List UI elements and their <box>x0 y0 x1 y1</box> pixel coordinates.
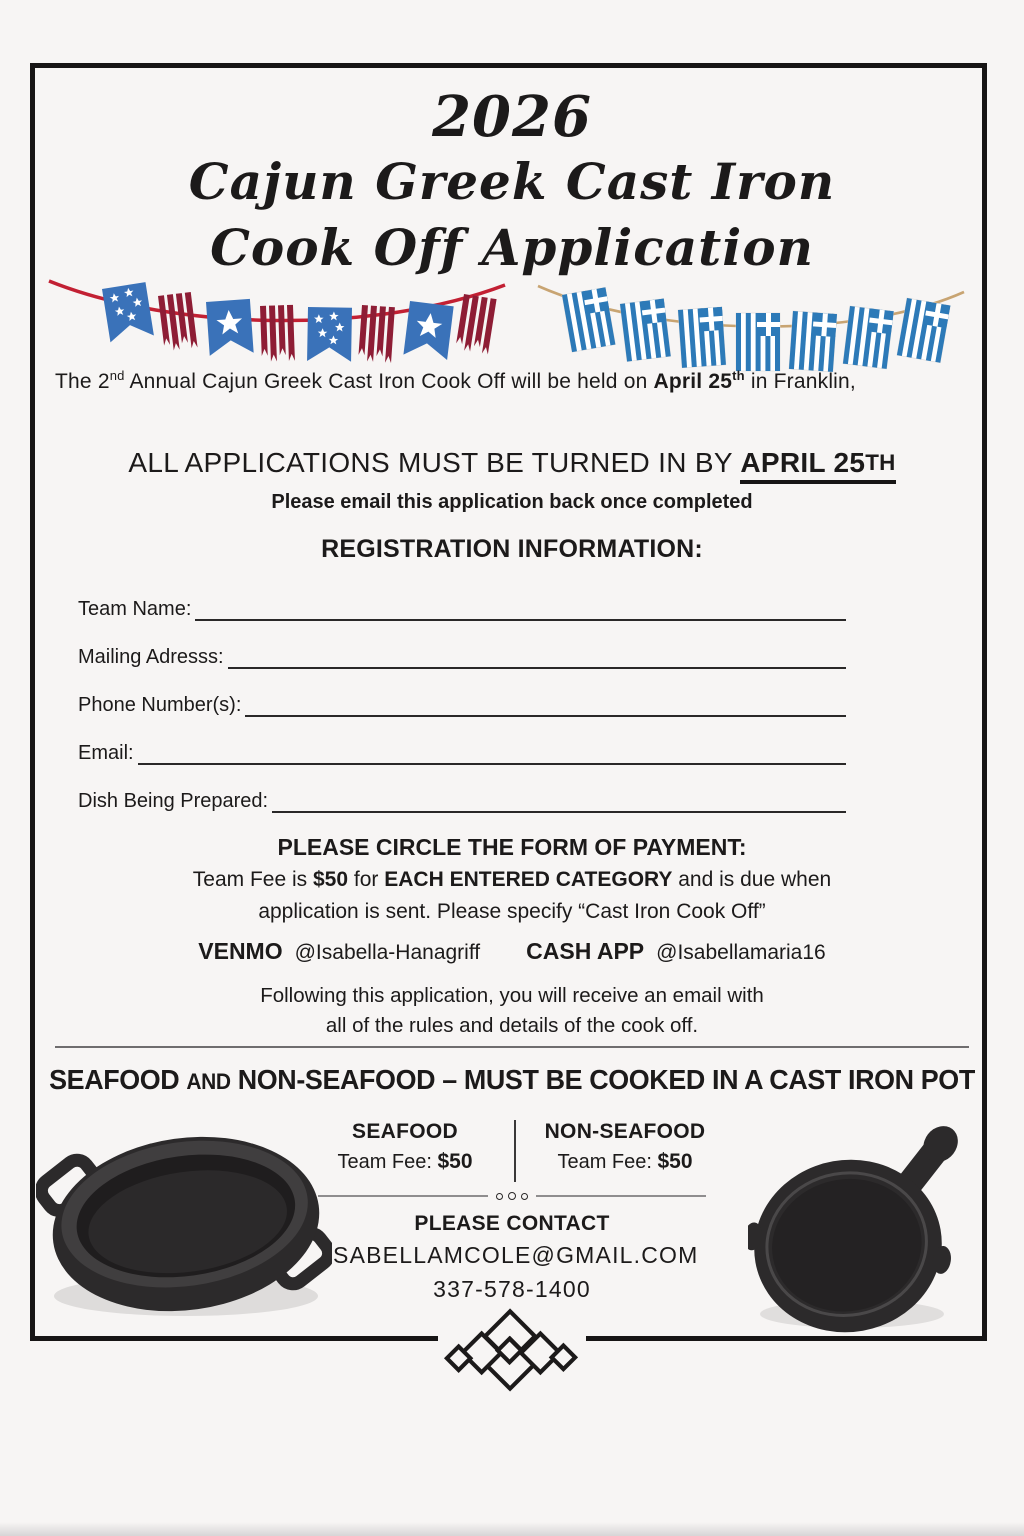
fee-bold: EACH ENTERED CATEGORY <box>384 868 673 891</box>
contact-email: ISABELLAMCOLE@GMAIL.COM <box>325 1242 699 1268</box>
venmo-group <box>198 938 480 965</box>
venmo-label: VENMO <box>198 938 283 964</box>
intro-part2: Annual Cajun Greek Cast Iron Cook Off will be held on <box>124 370 654 393</box>
greek-flag-bunting-icon <box>536 280 966 376</box>
intro-date: April 25 <box>653 370 733 393</box>
non-seafood-fee <box>522 1150 728 1174</box>
non-seafood-fee-value: $50 <box>657 1150 693 1173</box>
categories-heading-seafood: SEAFOOD <box>49 1064 187 1095</box>
cashapp-handle: @Isabellamaria16 <box>656 941 826 964</box>
diamond-ornament-icon <box>438 1302 586 1396</box>
section-divider <box>55 1046 969 1048</box>
categories-heading-rest: NON-SEAFOOD – MUST BE COOKED IN A CAST IRON POT <box>230 1064 975 1095</box>
seafood-fee-value: $50 <box>437 1150 473 1173</box>
form-field-team-name <box>78 588 846 621</box>
registration-form <box>78 588 846 828</box>
fee-text-line1 <box>0 868 1024 892</box>
form-field-email <box>78 732 846 765</box>
fee-amount: $50 <box>313 868 349 891</box>
category-fee-columns <box>302 1120 728 1182</box>
cast-iron-pot-image <box>36 1116 332 1324</box>
contact-heading: PLEASE CONTACT <box>414 1212 610 1235</box>
payment-heading: PLEASE CIRCLE THE FORM OF PAYMENT: <box>277 834 747 860</box>
categories-heading <box>20 1064 1003 1096</box>
form-field-dish <box>78 780 846 813</box>
non-seafood-title: NON-SEAFOOD <box>544 1120 706 1143</box>
american-flag-bunting-icon <box>46 276 508 370</box>
title-line-2: Cook Off Application <box>210 218 814 277</box>
field-line-phone-number[interactable] <box>245 689 846 717</box>
non-seafood-column <box>522 1120 728 1182</box>
payment-handles-row <box>0 938 1024 965</box>
fee-part3: and is due when <box>672 868 832 891</box>
intro-part1: The 2 <box>55 370 110 393</box>
field-label: Phone Number(s): <box>78 694 242 716</box>
deadline-subtext: Please email this application back once completed <box>271 491 753 513</box>
intro-sup-nd: nd <box>109 368 125 383</box>
field-line-email[interactable] <box>138 737 846 765</box>
column-divider <box>514 1120 516 1182</box>
field-label: Team Name: <box>78 598 192 620</box>
deadline-heading <box>0 447 1024 479</box>
three-dots-divider-icon <box>318 1192 706 1200</box>
fee-part2: for <box>348 868 385 891</box>
title-line-1: Cajun Greek Cast Iron <box>188 152 836 211</box>
non-seafood-fee-label: Team Fee: <box>557 1151 658 1173</box>
form-field-phone-number <box>78 684 846 717</box>
deadline-date-suffix: TH <box>865 450 896 475</box>
field-label: Dish Being Prepared: <box>78 790 269 812</box>
cast-iron-skillet-image <box>748 1108 976 1338</box>
title-year: 2026 <box>432 84 592 150</box>
venmo-handle: @Isabella-Hanagriff <box>294 941 481 964</box>
form-field-mailing-address <box>78 636 846 669</box>
field-label: Mailing Adresss: <box>78 646 224 668</box>
deadline-date: APRIL 25 <box>740 447 866 478</box>
seafood-title: SEAFOOD <box>352 1120 458 1143</box>
field-label: Email: <box>78 742 134 764</box>
deadline-prefix: ALL APPLICATIONS MUST BE TURNED IN BY <box>128 447 741 478</box>
cashapp-group <box>526 938 826 965</box>
seafood-fee <box>302 1150 508 1174</box>
fee-part1: Team Fee is <box>192 868 313 891</box>
scan-edge-shadow <box>0 1522 1024 1536</box>
cashapp-label: CASH APP <box>526 938 645 964</box>
fee-text-line2: application is sent. Please specify “Cast Iron Cook Off” <box>258 900 766 923</box>
intro-part3: in Franklin, <box>744 370 856 393</box>
field-line-mailing-address[interactable] <box>228 641 846 669</box>
followup-line2: all of the rules and details of the cook off. <box>325 1014 699 1037</box>
intro-date-sup: th <box>732 368 745 383</box>
field-line-dish[interactable] <box>272 785 846 813</box>
registration-heading: REGISTRATION INFORMATION: <box>321 535 703 563</box>
followup-line1: Following this application, you will receive an email with <box>260 984 764 1007</box>
seafood-fee-label: Team Fee: <box>337 1151 438 1173</box>
categories-heading-and: AND <box>186 1069 231 1094</box>
contact-phone: 337-578-1400 <box>433 1276 591 1302</box>
seafood-column <box>302 1120 508 1182</box>
intro-text <box>55 368 976 394</box>
field-line-team-name[interactable] <box>195 593 846 621</box>
